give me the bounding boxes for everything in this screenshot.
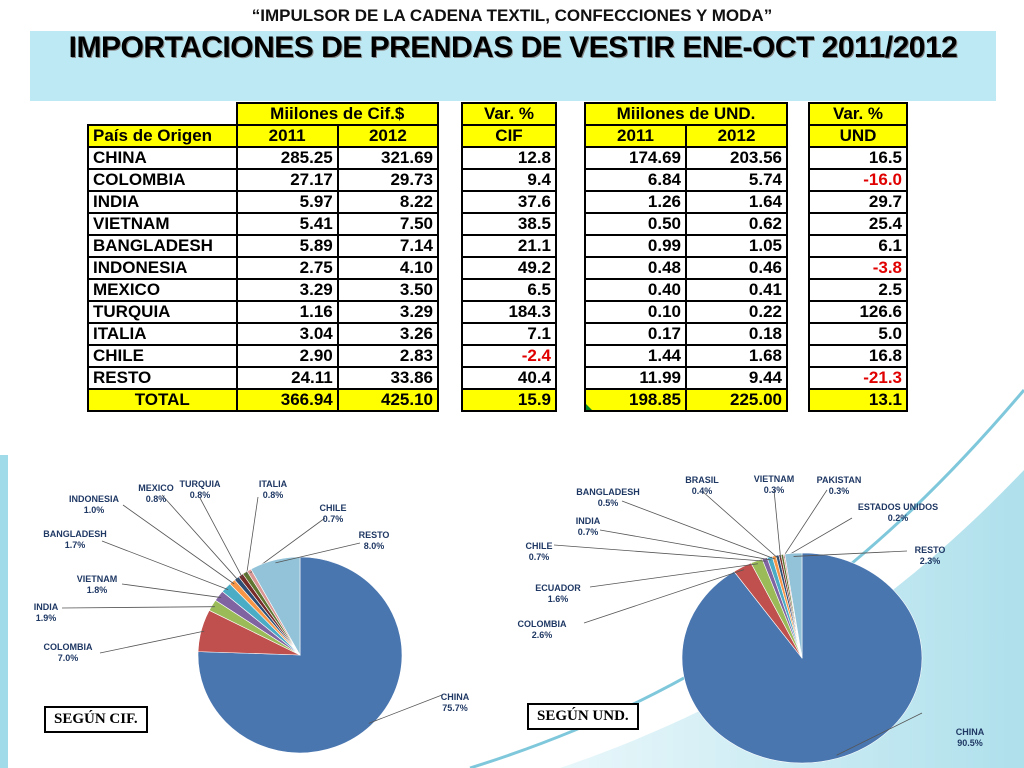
total-row	[809, 389, 907, 411]
leader-line	[774, 490, 781, 558]
table-row	[462, 235, 556, 257]
var-cif-header: CIF	[462, 125, 556, 147]
table-row	[585, 367, 787, 389]
country-cell: RESTO	[88, 367, 237, 389]
table-row	[585, 191, 787, 213]
var-cif-cell: 184.3	[462, 301, 556, 323]
und-2012-cell: 0.62	[686, 213, 787, 235]
table-row	[462, 213, 556, 235]
var-und-cell: 5.0	[809, 323, 907, 345]
slice-percent: 0.8%	[189, 490, 211, 500]
leader-line	[200, 498, 242, 578]
var-und-cell: 6.1	[809, 235, 907, 257]
slice-name: CHILE	[525, 541, 553, 551]
und-2012-cell: 0.18	[686, 323, 787, 345]
und-2011-cell: 0.40	[585, 279, 686, 301]
slice-label	[858, 502, 938, 523]
var-cif-cell: -2.4	[462, 345, 556, 367]
slice-label	[535, 583, 581, 604]
table-row	[585, 301, 787, 323]
table-row	[585, 213, 787, 235]
country-cell: ITALIA	[88, 323, 237, 345]
slice-name: RESTO	[358, 530, 390, 540]
slice-label	[77, 574, 118, 595]
table-row	[88, 301, 438, 323]
slice-label	[441, 692, 470, 713]
total-row	[585, 389, 787, 411]
cif-2012-cell: 29.73	[338, 169, 438, 191]
table-row	[585, 169, 787, 191]
und-group-header: Miilones de UND.	[585, 103, 787, 125]
slice-percent: 0.8%	[262, 490, 284, 500]
slice-percent: 90.5%	[957, 738, 983, 748]
slice-label	[359, 530, 390, 551]
cif-2012-cell: 33.86	[338, 367, 438, 389]
slice-percent: 1.7%	[64, 540, 86, 550]
cif-2011-cell: 2.90	[237, 345, 338, 367]
total-cif-2011: 366.94	[237, 389, 338, 411]
slice-label	[180, 479, 221, 500]
table-row	[88, 257, 438, 279]
slice-percent: 1.6%	[547, 594, 569, 604]
und-2012-cell: 1.64	[686, 191, 787, 213]
table-row	[88, 345, 438, 367]
leader-line	[62, 607, 215, 608]
var-cif-cell: 49.2	[462, 257, 556, 279]
slice-name: CHILE	[319, 503, 347, 513]
slice-percent: 1.0%	[83, 505, 105, 515]
cif-2012-cell: 2.83	[338, 345, 438, 367]
table-row	[809, 257, 907, 279]
cif-2012-cell: 321.69	[338, 147, 438, 169]
und-2011-header: 2011	[585, 125, 686, 147]
leader-line	[702, 491, 778, 558]
table-row	[88, 367, 438, 389]
total-cif-2012: 425.10	[338, 389, 438, 411]
country-cell: VIETNAM	[88, 213, 237, 235]
slice-percent: 1.9%	[35, 613, 57, 623]
country-cell: COLOMBIA	[88, 169, 237, 191]
country-header: País de Origen	[88, 125, 237, 147]
und-2011-cell: 174.69	[585, 147, 686, 169]
slice-name: BANGLADESH	[576, 487, 640, 497]
slice-percent: 2.6%	[531, 630, 553, 640]
table-row	[462, 367, 556, 389]
table-row	[585, 279, 787, 301]
und-2012-header: 2012	[686, 125, 787, 147]
country-cell: CHINA	[88, 147, 237, 169]
cif-2012-cell: 7.14	[338, 235, 438, 257]
cif-2012-cell: 3.26	[338, 323, 438, 345]
total-und-2012: 225.00	[686, 389, 787, 411]
country-cell: BANGLADESH	[88, 235, 237, 257]
slice-percent: 0.7%	[322, 514, 344, 524]
table-row	[462, 345, 556, 367]
var-cif-cell: 9.4	[462, 169, 556, 191]
country-cell: CHILE	[88, 345, 237, 367]
table-row	[462, 279, 556, 301]
table-row	[462, 301, 556, 323]
table-row	[585, 257, 787, 279]
var-und-group-header: Var. %	[809, 103, 907, 125]
cif-2011-cell: 5.41	[237, 213, 338, 235]
cif-2011-cell: 1.16	[237, 301, 338, 323]
cif-2011-cell: 3.29	[237, 279, 338, 301]
und-2012-cell: 9.44	[686, 367, 787, 389]
table-row	[88, 169, 438, 191]
var-und-cell: 126.6	[809, 301, 907, 323]
slice-name: COLOMBIA	[43, 642, 93, 652]
slice-label	[576, 516, 601, 537]
slice-name: BRASIL	[685, 475, 719, 485]
table-row	[585, 147, 787, 169]
cif-2012-cell: 4.10	[338, 257, 438, 279]
cif-2011-cell: 3.04	[237, 323, 338, 345]
slice-name: VIETNAM	[753, 474, 795, 484]
total-label: TOTAL	[88, 389, 237, 411]
leader-line	[122, 584, 221, 598]
und-2012-cell: 5.74	[686, 169, 787, 191]
slice-name: INDONESIA	[68, 494, 120, 504]
slice-label	[44, 642, 93, 663]
table-row	[585, 345, 787, 367]
table-row	[462, 169, 556, 191]
total-row	[462, 389, 556, 411]
var-und-cell: 25.4	[809, 213, 907, 235]
slice-name: INDIA	[575, 516, 601, 526]
var-und-table	[808, 102, 908, 412]
slice-percent: 0.3%	[828, 486, 850, 496]
leader-line	[783, 490, 827, 558]
slice-percent: 0.7%	[577, 527, 599, 537]
slice-percent: 75.7%	[442, 703, 468, 713]
table-row	[809, 345, 907, 367]
total-row	[88, 389, 438, 411]
country-cell: MEXICO	[88, 279, 237, 301]
var-cif-cell: 37.6	[462, 191, 556, 213]
var-cif-cell: 6.5	[462, 279, 556, 301]
var-und-cell: 16.5	[809, 147, 907, 169]
slice-name: ITALIA	[258, 479, 288, 489]
table-row	[462, 257, 556, 279]
total-var-cif: 15.9	[462, 389, 556, 411]
cif-2012-cell: 8.22	[338, 191, 438, 213]
und-2012-cell: 1.68	[686, 345, 787, 367]
table-row	[585, 323, 787, 345]
table-row	[809, 169, 907, 191]
table-row	[809, 279, 907, 301]
var-und-cell: 16.8	[809, 345, 907, 367]
var-und-cell: -21.3	[809, 367, 907, 389]
slide-subtitle: “IMPULSOR DE LA CADENA TEXTIL, CONFECCIONES Y MODA”	[251, 6, 773, 25]
leader-line	[162, 495, 238, 581]
leader-line	[247, 497, 258, 575]
leader-line	[785, 518, 852, 557]
und-2011-cell: 1.44	[585, 345, 686, 367]
leader-line	[622, 501, 775, 559]
table-row	[88, 235, 438, 257]
slice-label	[518, 619, 567, 640]
table-row	[88, 147, 438, 169]
left-stripe	[0, 455, 8, 768]
cif-2011-header: 2011	[237, 125, 338, 147]
slice-label	[320, 503, 347, 524]
slice-name: MEXICO	[138, 483, 174, 493]
total-var-und: 13.1	[809, 389, 907, 411]
slice-label	[43, 529, 107, 550]
slice-percent: 0.2%	[887, 513, 909, 523]
var-cif-cell: 7.1	[462, 323, 556, 345]
cif-group-header: Miilones de Cif.$	[237, 103, 439, 125]
und-2011-cell: 1.26	[585, 191, 686, 213]
slice-percent: 0.3%	[763, 485, 785, 495]
var-cif-cell: 21.1	[462, 235, 556, 257]
slice-percent: 0.8%	[145, 494, 167, 504]
var-und-cell: 29.7	[809, 191, 907, 213]
slice-percent: 2.3%	[919, 556, 941, 566]
slice-percent: 1.8%	[86, 585, 108, 595]
tag-und: SEGÚN UND.	[527, 703, 639, 730]
slice-label	[915, 545, 946, 566]
und-2011-cell: 11.99	[585, 367, 686, 389]
var-und-header: UND	[809, 125, 907, 147]
table-row	[809, 323, 907, 345]
cif-2012-cell: 7.50	[338, 213, 438, 235]
slice-label	[754, 474, 795, 495]
table-row	[88, 279, 438, 301]
var-cif-cell: 38.5	[462, 213, 556, 235]
und-2012-cell: 0.22	[686, 301, 787, 323]
cif-2011-cell: 2.75	[237, 257, 338, 279]
slice-label	[259, 479, 288, 500]
country-cell: INDONESIA	[88, 257, 237, 279]
tag-cif: SEGÚN CIF.	[44, 706, 148, 733]
slice-name: PAKISTAN	[816, 475, 862, 485]
var-cif-cell: 12.8	[462, 147, 556, 169]
und-2011-cell: 0.99	[585, 235, 686, 257]
slice-name: COLOMBIA	[517, 619, 567, 629]
table-row	[462, 147, 556, 169]
cif-2011-cell: 5.97	[237, 191, 338, 213]
und-2011-cell: 0.48	[585, 257, 686, 279]
total-und-2011: 198.85	[585, 389, 686, 411]
table-row	[809, 235, 907, 257]
slice-percent: 8.0%	[363, 541, 385, 551]
slice-label	[69, 494, 120, 515]
cif-2011-cell: 27.17	[237, 169, 338, 191]
country-cell: TURQUIA	[88, 301, 237, 323]
und-2012-cell: 0.46	[686, 257, 787, 279]
table-row	[809, 301, 907, 323]
slice-label	[526, 541, 553, 562]
slice-label	[817, 475, 862, 496]
table-row	[88, 213, 438, 235]
slice-percent: 0.5%	[597, 498, 619, 508]
cif-2012-cell: 3.50	[338, 279, 438, 301]
slice-name: RESTO	[914, 545, 946, 555]
slice-name: CHINA	[955, 727, 985, 737]
var-und-cell: 2.5	[809, 279, 907, 301]
table-row	[809, 367, 907, 389]
slide-title: IMPORTACIONES DE PRENDAS DE VESTIR ENE-OCT 2011/2012	[68, 31, 958, 64]
var-cif-cell: 40.4	[462, 367, 556, 389]
slice-name: VIETNAM	[76, 574, 118, 584]
slice-percent: 0.4%	[691, 486, 713, 496]
slice-name: BANGLADESH	[43, 529, 107, 539]
var-cif-group-header: Var. %	[462, 103, 556, 125]
slice-name: ESTADOS UNIDOS	[857, 502, 939, 512]
cif-2012-cell: 3.29	[338, 301, 438, 323]
slice-percent: 0.7%	[528, 552, 550, 562]
slice-label	[138, 483, 174, 504]
var-und-cell: -16.0	[809, 169, 907, 191]
table-row	[462, 191, 556, 213]
slice-name: INDIA	[33, 602, 59, 612]
table-row	[88, 191, 438, 213]
table-row	[809, 147, 907, 169]
cif-2011-cell: 24.11	[237, 367, 338, 389]
slice-label	[576, 487, 640, 508]
und-2012-cell: 203.56	[686, 147, 787, 169]
leader-line	[123, 505, 234, 584]
und-2011-cell: 6.84	[585, 169, 686, 191]
slice-label	[956, 727, 985, 748]
cif-2012-header: 2012	[338, 125, 438, 147]
und-table	[584, 102, 788, 412]
var-und-cell: -3.8	[809, 257, 907, 279]
cif-table	[87, 102, 439, 412]
slice-name: TURQUIA	[179, 479, 221, 489]
table-row	[809, 213, 907, 235]
country-cell: INDIA	[88, 191, 237, 213]
slice-label	[685, 475, 719, 496]
table-row	[88, 323, 438, 345]
und-2012-cell: 1.05	[686, 235, 787, 257]
slice-label	[34, 602, 59, 623]
und-2011-cell: 0.17	[585, 323, 686, 345]
table-row	[585, 235, 787, 257]
und-2011-cell: 0.10	[585, 301, 686, 323]
var-cif-table	[461, 102, 557, 412]
slice-name: ECUADOR	[535, 583, 581, 593]
und-2011-cell: 0.50	[585, 213, 686, 235]
slice-name: CHINA	[440, 692, 470, 702]
cif-2011-cell: 285.25	[237, 147, 338, 169]
slice-percent: 7.0%	[57, 653, 79, 663]
cif-2011-cell: 5.89	[237, 235, 338, 257]
table-row	[809, 191, 907, 213]
table-row	[462, 323, 556, 345]
und-2012-cell: 0.41	[686, 279, 787, 301]
leader-line	[100, 631, 204, 653]
